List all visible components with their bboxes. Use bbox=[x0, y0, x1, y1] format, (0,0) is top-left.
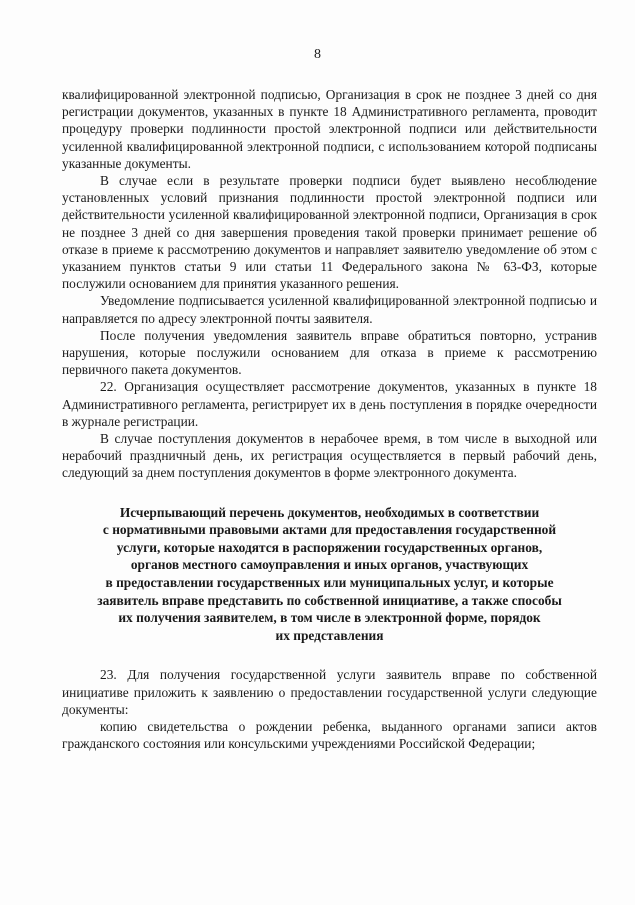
heading-line: органов местного самоуправления и иных органов, участвующих bbox=[130, 557, 529, 573]
paragraph-continuation: квалифицированной электронной подписью, Организация в срок не позднее 3 дней со дня регистрации документов, указанных в пункте 18 Административного регламента, проводит процедуру проверки подлинности простой электронной подписи или действительности усиленной квалифицированной электронной подписи, с использованием которой подписаны указанные документы. bbox=[62, 87, 597, 171]
paragraph-off-hours-registration: В случае поступления документов в нерабочее время, в том числе в выходной или нерабочий праздничный день, их регистрация осуществляется в первый рабочий день, следующий за днем поступления документов в форме электронного документа. bbox=[62, 431, 597, 481]
section-heading bbox=[62, 504, 597, 645]
heading-line: Исчерпывающий перечень документов, необходимых в соответствии bbox=[119, 504, 540, 520]
document-body bbox=[62, 86, 597, 752]
heading-line: их получения заявителем, в том числе в электронной форме, порядок bbox=[118, 610, 541, 626]
paragraph-notification-signing: Уведомление подписывается усиленной квалифицированной электронной подписью и направляется по адресу электронной почты заявителя. bbox=[62, 293, 597, 326]
paragraph-resubmission: После получения уведомления заявитель вправе обратиться повторно, устранив нарушения, которые послужили основанием для отказа в приеме к рассмотрению первичного пакета документов. bbox=[62, 327, 597, 378]
paragraph-23-documents: 23. Для получения государственной услуги заявитель вправе по собственной инициативе приложить к заявлению о предоставлении государственной услуги следующие документы: bbox=[62, 667, 597, 717]
heading-line: услуги, которые находятся в распоряжении государственных органов, bbox=[116, 539, 543, 555]
heading-line: в предоставлении государственных или муниципальных услуг, и которые bbox=[105, 575, 554, 591]
section-gap bbox=[62, 644, 597, 666]
paragraph-22-review: 22. Организация осуществляет рассмотрение документов, указанных в пункте 18 Административного регламента, регистрирует их в день поступления в порядке очередности в журнале регистрации. bbox=[62, 379, 597, 429]
paragraph-birth-certificate: копию свидетельства о рождении ребенка, выданного органами записи актов гражданского состояния или консульскими учреждениями Российской Федерации; bbox=[62, 719, 597, 752]
heading-line: с нормативными правовыми актами для предоставления государственной bbox=[102, 522, 557, 538]
paragraph-signature-check-failure: В случае если в результате проверки подписи будет выявлено несоблюдение установленных условий признания подлинности простой электронной подписи или действительности усиленной квалифицированной электронной подписи, Организация в срок не позднее 3 дней со дня завершения проведения такой проверки принимает решение об отказе в приеме к рассмотрению документов и направляет заявителю уведомление об этом с указанием пунктов статьи 9 или статьи 11 Федерального закона № 63-ФЗ, которые послужили основанием для принятия указанного решения. bbox=[62, 173, 597, 292]
heading-line: заявитель вправе представить по собственной инициативе, а также способы bbox=[97, 592, 562, 608]
heading-line: их представления bbox=[275, 627, 384, 643]
page-number: 8 bbox=[314, 47, 321, 62]
